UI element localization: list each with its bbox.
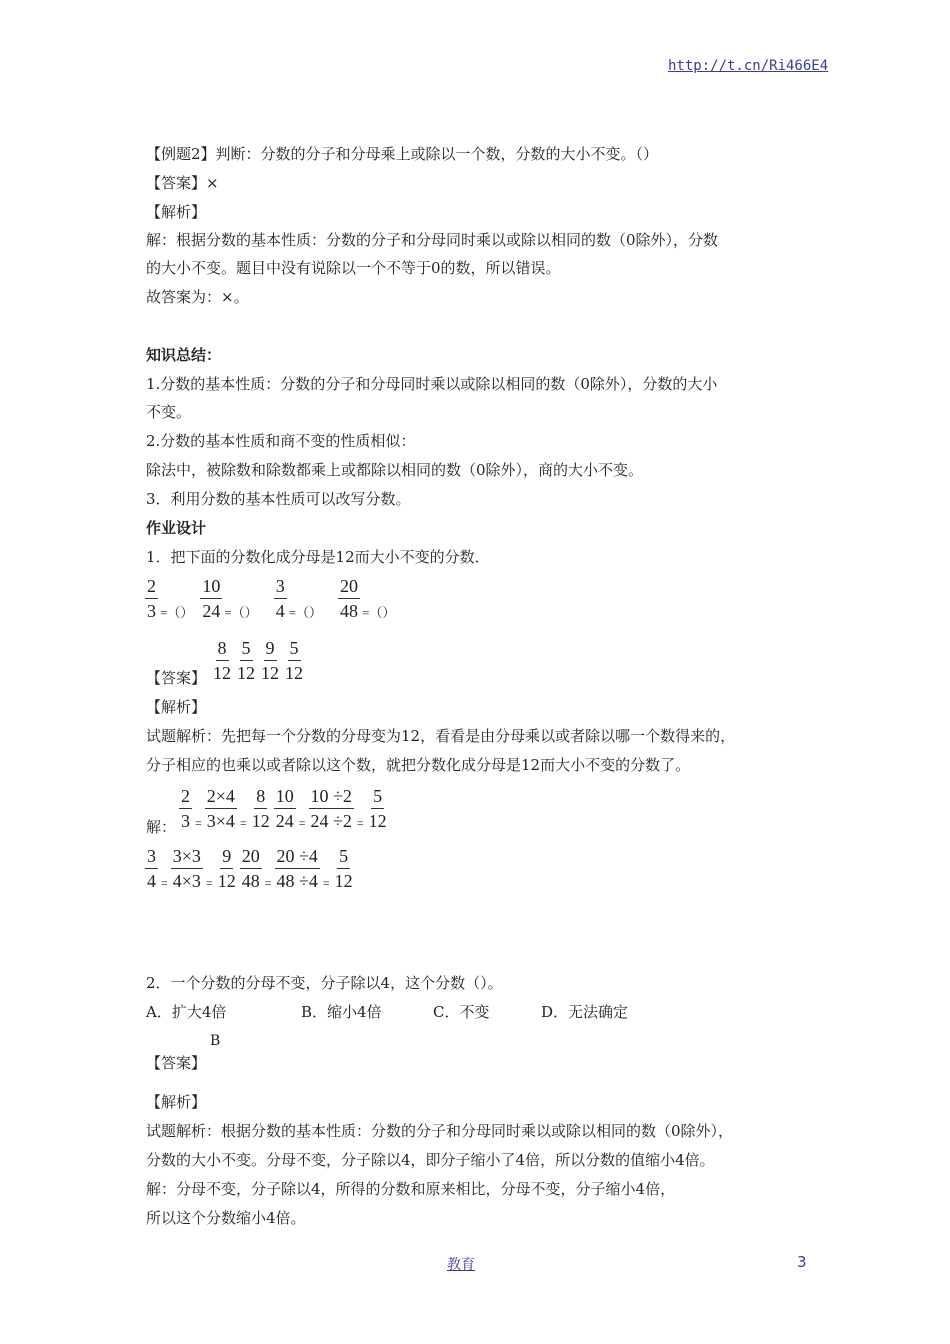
fraction: $\frac{3}{4}$ — [275, 576, 285, 621]
example2-analysis-label: 【解析】 — [146, 203, 207, 221]
question1-text: 1．把下面的分数化成分母是12而大小不变的分数． — [146, 548, 490, 566]
fraction: $\frac{10}{24}$ — [275, 786, 294, 831]
example2-question: 【例题2】判断：分数的分子和分母乘上或除以一个数，分数的大小不变。（） — [146, 145, 659, 163]
blank-answer: =（） — [224, 605, 258, 620]
example2-solution-line1: 解：根据分数的基本性质：分数的分子和分母同时乘以或除以相同的数（0除外），分数 — [146, 231, 719, 249]
question1-answer-fractions — [210, 638, 306, 683]
page-number: 3 — [797, 1253, 807, 1271]
fraction: $\frac{5}{12}$ — [334, 846, 353, 891]
question2-option-a: A．扩大4倍 — [146, 1003, 227, 1021]
blank-answer: =（） — [362, 605, 396, 620]
fraction: $\frac{2\times 4}{3\times 4}$ — [206, 786, 235, 831]
equals-sign: = — [264, 876, 272, 890]
equals-sign: = — [161, 876, 168, 890]
equals-sign: = — [195, 816, 202, 830]
fraction: $\frac{2}{3}$ — [181, 786, 190, 831]
fraction: $\frac{10}{24}$ — [202, 576, 221, 621]
fraction: $\frac{5}{12}$ — [368, 786, 387, 831]
footer-link[interactable]: 教育 — [447, 1257, 475, 1273]
example2-final: 故答案为：×。 — [146, 288, 249, 306]
fraction: $\frac{5}{12}$ — [285, 638, 303, 683]
fraction: $\frac{10 \div 2}{24 \div 2}$ — [310, 786, 352, 831]
question2-option-d: D．无法确定 — [541, 1003, 629, 1021]
equals-sign: = — [205, 876, 213, 890]
question1-fractions — [144, 576, 401, 621]
blank-answer: =（） — [160, 605, 194, 620]
example2-solution-line2: 的大小不变。题目中没有说除以一个不等于0的数，所以错误。 — [146, 259, 561, 277]
fraction: $\frac{8}{12}$ — [213, 638, 231, 683]
question2-analysis-line2: 分数的大小不变。分母不变，分子除以4，即分子缩小了4倍，所以分数的值缩小4倍。 — [146, 1151, 715, 1169]
calculation-row-2 — [144, 846, 356, 891]
question2-analysis-line1: 试题解析：根据分数的基本性质：分数的分子和分母同时乘以或除以相同的数（0除外）， — [146, 1122, 734, 1140]
example2-answer: 【答案】× — [146, 174, 219, 192]
summary-line3: 2.分数的基本性质和商不变的性质相似： — [146, 432, 416, 450]
summary-line5: 3．利用分数的基本性质可以改写分数。 — [146, 490, 411, 508]
equals-sign: = — [322, 876, 330, 890]
equals-sign: = — [239, 816, 247, 830]
fraction: $\frac{3}{4}$ — [147, 846, 156, 891]
question2-option-b: B．缩小4倍 — [301, 1003, 382, 1021]
question2-solution-line2: 所以这个分数缩小4倍。 — [146, 1209, 306, 1227]
equals-sign: = — [298, 816, 306, 830]
summary-line4: 除法中，被除数和除数都乘上或都除以相同的数（0除外），商的大小不变。 — [146, 461, 644, 479]
summary-title: 知识总结： — [146, 346, 222, 364]
homework-title: 作业设计 — [146, 519, 207, 537]
question2-answer-value: B — [210, 1033, 221, 1049]
solution-label: 解： — [146, 818, 177, 836]
fraction: $\frac{3\times 3}{4\times 3}$ — [172, 846, 201, 891]
fraction: $\frac{8}{12}$ — [251, 786, 270, 831]
question1-analysis-line2: 分子相应的也乘以或者除以这个数，就把分数化成分母是12而大小不变的分数了。 — [146, 756, 691, 774]
summary-line1: 1.分数的基本性质：分数的分子和分母同时乘以或除以相同的数（0除外），分数的大小 — [146, 375, 718, 393]
fraction: $\frac{2}{3}$ — [147, 576, 156, 621]
blank-answer: =（） — [288, 605, 323, 620]
header-url-link[interactable]: http://t.cn/Ri466E4 — [668, 58, 829, 74]
question1-answer-label: 【答案】 — [146, 669, 207, 687]
question2-solution-line1: 解：分母不变，分子除以4，所得的分数和原来相比，分母不变，分子缩小4倍， — [146, 1180, 676, 1198]
fraction: $\frac{9}{12}$ — [217, 846, 236, 891]
question2-text: 2．一个分数的分母不变，分子除以4，这个分数（）。 — [146, 974, 503, 992]
fraction: $\frac{20}{48}$ — [340, 576, 359, 621]
fraction: $\frac{20}{48}$ — [241, 846, 260, 891]
question2-option-c: C．不变 — [433, 1003, 490, 1021]
question2-answer-label: 【答案】 — [146, 1054, 207, 1072]
fraction: $\frac{20 \div 4}{48 \div 4}$ — [276, 846, 318, 891]
fraction: $\frac{5}{12}$ — [237, 638, 255, 683]
fraction: $\frac{9}{12}$ — [261, 638, 279, 683]
question1-analysis-line1: 试题解析：先把每一个分数的分母变为12，看看是由分母乘以或者除以哪一个数得来的， — [146, 727, 736, 745]
question1-analysis-label: 【解析】 — [146, 698, 207, 716]
question2-analysis-label: 【解析】 — [146, 1093, 207, 1111]
calculation-row-1 — [178, 786, 390, 831]
equals-sign: = — [356, 816, 364, 830]
summary-line2: 不变。 — [146, 403, 192, 421]
